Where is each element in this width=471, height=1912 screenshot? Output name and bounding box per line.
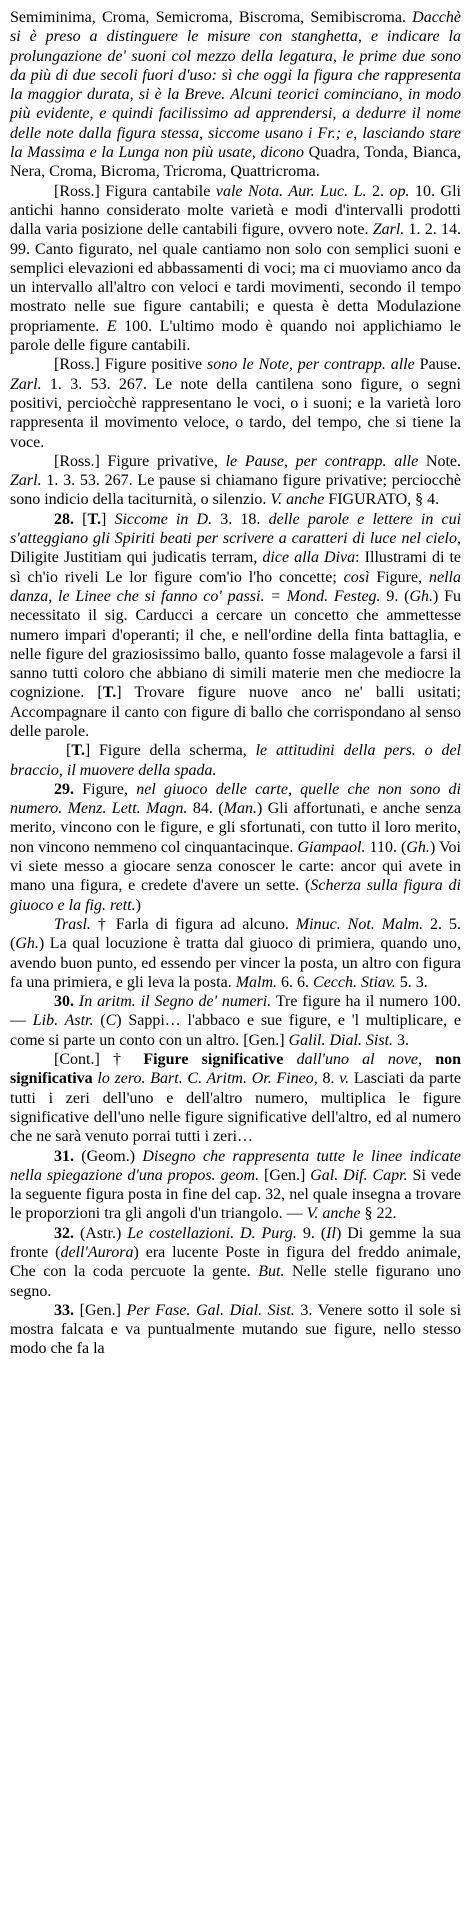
italic-text: le Pause, per contrapp. alle <box>225 452 419 470</box>
italic-text: E <box>106 317 117 335</box>
italic-text: v. <box>339 1070 350 1088</box>
italic-text: così <box>343 568 370 586</box>
bold-text: non significativa <box>10 1051 462 1088</box>
body-text: ) Sappi… l'abbaco e sue figure, e 'l multiplicare, e come si parte un conto con un altro. [Gen.] <box>10 1012 462 1049</box>
italic-text: dall'uno al nove, <box>296 1051 423 1069</box>
bold-text: 30. <box>54 993 74 1011</box>
bold-text: 31. <box>54 1147 74 1165</box>
body-text: 110. ( <box>365 838 407 856</box>
italic-text: nella danza, le Linee che si fanno co' passi. = Mond. Festeg. <box>10 568 461 605</box>
italic-text: In aritm. il Segno de' numeri. <box>78 993 272 1011</box>
italic-text: Lib. Astr. <box>32 1012 94 1030</box>
italic-text: delle parole e lettere in cui s'atteggiano gli Spiriti beati per scrivere a caratteri di luce nel cielo, <box>10 510 462 548</box>
entry-paragraph <box>10 452 461 510</box>
bold-text: T. <box>102 684 117 702</box>
body-text: ( <box>93 1012 106 1030</box>
entry-paragraph <box>10 915 461 992</box>
body-text: ) era lucente Poste in figura del freddo animale, Che con la coda percuote la gente. <box>10 1244 461 1281</box>
italic-text: Minuc. Not. Malm. <box>295 915 424 933</box>
entry-paragraph <box>10 1050 461 1146</box>
body-text: 9. ( <box>380 587 410 605</box>
body-text: : Illustrami di te sì ch'io riveli Le lor figure com'io l'ho concette; <box>10 549 461 586</box>
body-text: (Geom.) <box>74 1147 143 1165</box>
body-text: 100. L'ultimo modo è quando noi applichiamo le parole delle figure cantabili. <box>10 317 461 355</box>
body-text: 3. Venere sotto il sole si mostra falcata e va puntualmente mutando sue figure, nello stesso modo che fa la <box>10 1301 462 1358</box>
italic-text: le attitudini della pers. o del braccio, il muovere della spada. <box>10 742 462 779</box>
italic-text: Gh. <box>409 587 433 605</box>
body-text: ] <box>100 510 115 528</box>
italic-text: Dacchè si è preso a distinguere le misure con stanghetta, e indicare la prolungazione de' suoni col mezzo della legatura, le prime due sono da più di due secoli fuori d'uso: sì che oggi la figura che rappresenta la maggior durata, si è la Breve. Alcuni teorici cominciano, in modo più evidente, e quindi facilissimo ad apprendersi, a dedurre il nome delle note dalla figura stessa, siccome usano i Fr.; e, lasciando stare la Massima e la Lunga non più usate, dicono <box>10 9 461 162</box>
entry-paragraph <box>10 1301 461 1359</box>
entry-paragraph <box>10 510 461 742</box>
body-text: (Astr.) <box>74 1224 128 1242</box>
italic-text: Malm. <box>235 973 278 991</box>
body-text: ) <box>135 896 141 914</box>
italic-text: lo zero. Bart. C. Aritm. Or. Fineo, <box>97 1070 318 1088</box>
body-text: ) Di gemme la sua fronte ( <box>10 1224 462 1261</box>
entry-paragraph <box>10 1224 461 1301</box>
bold-text: 29. <box>54 780 74 798</box>
body-text: 3. <box>393 1031 410 1049</box>
italic-text: Trasl. <box>54 915 91 933</box>
body-text: [Cont.] † <box>54 1051 144 1069</box>
italic-text: Disegno che rappresenta tutte le linee indicate nella spiegazione d'una propos. geom. <box>10 1147 461 1184</box>
body-text: 6. 6. <box>277 973 314 991</box>
italic-text: Galil. Dial. Sist. <box>288 1031 394 1049</box>
body-text: ) Fu necessitato il sig. Carducci a cercare un concetto che ammettesse numero impari d'operanti; il che, e nell'ordine della finta battaglia, e nelle figure del graziosissimo ballo, quanto fosse malagevole a farsi il sanno tutti coloro che abbiano di simili materie men che mediocre la cognizione. [ <box>10 587 461 702</box>
body-text: Quadra, Tonda, Bianca, Nera, Croma, Bicroma, Tricroma, Quattricroma. <box>10 144 461 181</box>
body-text: 5. 3. <box>395 973 428 991</box>
body-text: [Gen.] <box>74 1301 127 1319</box>
bold-text: T. <box>71 742 85 760</box>
italic-text: Il <box>326 1224 336 1242</box>
italic-text: V. anche <box>270 491 325 509</box>
body-text: 2. 5. ( <box>10 915 461 953</box>
entry-paragraph <box>10 8 461 182</box>
body-text: Tre figure ha il numero 100. — <box>10 993 462 1030</box>
italic-text: Gh. <box>15 935 39 953</box>
body-text: Pause. <box>414 356 462 374</box>
italic-text: sono le Note, per contrapp. alle <box>207 356 415 374</box>
italic-text: Siccome in D. <box>114 510 213 528</box>
body-text <box>283 1051 296 1068</box>
italic-text: C <box>105 1012 117 1030</box>
body-text: ] Figure della scherma, <box>84 742 256 760</box>
body-text: Figure, <box>369 568 429 586</box>
body-text: 1. 3. 53. 267. Le pause si chiamano figure privative; perciocchè sono indicio della taciturnità, o silenzio. <box>10 472 461 509</box>
italic-text: Zarl. <box>10 375 42 393</box>
body-text: Si vede la seguente figura posta in fine del cap. 32, nel quale insegna a trovare le proporzioni tra gli angoli d'un triangolo. — <box>10 1166 462 1223</box>
italic-text: Zarl. <box>10 472 42 490</box>
bold-text: 32. <box>54 1224 74 1242</box>
body-text: 8. <box>317 1070 340 1088</box>
italic-text: Scherza sulla figura di giuoco e la fig. rett. <box>10 877 462 914</box>
bold-text: Figure significative <box>143 1051 284 1069</box>
italic-text: Gh. <box>406 838 430 856</box>
body-text: [Gen.] <box>259 1166 311 1184</box>
body-text: 9. ( <box>296 1224 327 1242</box>
italic-text: nel giuoco delle carte, quelle che non sono di numero. Menz. Lett. Magn. <box>10 780 461 818</box>
body-text: Nelle stelle figurano uno segno. <box>10 1263 461 1300</box>
italic-text: Gal. Dif. Capr. <box>310 1166 408 1184</box>
body-text: 3. 18. <box>212 510 269 528</box>
italic-text: Per Fase. Gal. Dial. Sist. <box>126 1301 295 1319</box>
italic-text: Man. <box>223 800 257 818</box>
italic-text: V. anche <box>306 1205 361 1223</box>
italic-text: But. <box>258 1263 285 1281</box>
body-text: [ <box>74 510 88 528</box>
body-text: ] Trovare figure nuove anco ne' balli usitati; Accompagnare il canto con figure di ballo che corrispondano al senso delle parole. <box>10 684 461 740</box>
body-text: [Ross.] Figure positive <box>54 356 208 374</box>
body-text: Semiminima, Croma, Semicroma, Biscroma, Semibiscroma. <box>10 9 413 26</box>
body-text: § 22. <box>360 1205 397 1223</box>
italic-text: op. <box>389 182 410 200</box>
body-text: Figure, <box>74 780 137 798</box>
body-text: 84. ( <box>187 800 224 818</box>
body-text: ) Voi vi siete messo a giocare senza conoscer le carte: ancor qui avete in mano una figura, e credete d'avere un sette. ( <box>10 838 461 895</box>
italic-text: Giampaol. <box>297 838 366 856</box>
body-text: ) Gli affortunati, e anche senza merito, vincono con le figure, e gli sfortunati, con tutto il loro merito, non vincono nemmeno col cinquantacinque. <box>10 800 461 856</box>
entry-paragraph <box>10 992 461 1050</box>
entry-paragraph <box>10 741 461 780</box>
entry-paragraph <box>10 780 461 915</box>
italic-text: Zarl. <box>372 221 405 239</box>
body-text: Note. <box>418 452 462 470</box>
body-text: Lasciati da parte tutti i zeri dell'uno e dell'altro numero, multiplica le figure significative dell'uno nelle figure significative dell'altro, ed al numero che ne sarà venuto porrai tutti i zeri… <box>10 1070 462 1146</box>
body-text: 1. 2. 14. 99. Canto figurato, nel quale cantiamo non solo con semplici suoni e semplici elevazioni ed abbassamenti di voci; ma ci muoviamo anco da un intervallo all'altro con veloci e tardi movimenti, secondo il tempo mostrato nelle sue figure cantabili; e questa è detta Modulazione propriamente. <box>10 221 462 335</box>
body-text: ) La qual locuzione è tratta dal giuoco di primiera, quando uno, avendo buon punto, ed essendo per vincer la posta, un altro con figura fa una primiera, e gli leva la posta. <box>10 935 461 991</box>
body-text: [Ross.] Figure privative, <box>54 452 226 470</box>
body-text: Diligite Justitiam qui judicatis terram, <box>10 549 263 567</box>
body-text: FIGURATO, § 4. <box>324 491 440 509</box>
italic-text: dell'Aurora <box>60 1244 134 1261</box>
body-text: 2. <box>366 182 390 200</box>
body-text: 10. Gli antichi hanno considerato molte varietà e modi d'intervalli prodotti dalla varia posizione delle cantabili figure, ovvero note. <box>10 182 462 239</box>
entry-paragraph <box>10 182 461 356</box>
bold-text: T. <box>87 510 101 528</box>
body-text: † Farla di figura ad alcuno. <box>90 915 296 933</box>
bold-text: 28. <box>54 510 74 528</box>
body-text: [Ross.] Figura cantabile <box>54 182 216 200</box>
body-text: [ <box>66 742 72 760</box>
body-text: 1. 3. 53. 267. Le note della cantilena sono figure, o segni positivi, percioc̀chè rappresentano le voci, o i suoni; e la varietà loro rappresenta il movimento veloce, o tardo, del tempo, che si tiene la voce. <box>10 375 461 451</box>
italic-text: Cecch. Stiav. <box>313 973 396 991</box>
body-text <box>422 1051 435 1068</box>
entry-paragraph <box>10 1147 461 1224</box>
bold-text: 33. <box>54 1301 74 1319</box>
italic-text: dice alla Diva <box>262 549 356 567</box>
italic-text: Le costellazioni. D. Purg. <box>127 1224 297 1242</box>
entry-paragraph <box>10 355 461 451</box>
italic-text: vale Nota. Aur. Luc. L. <box>215 182 367 200</box>
